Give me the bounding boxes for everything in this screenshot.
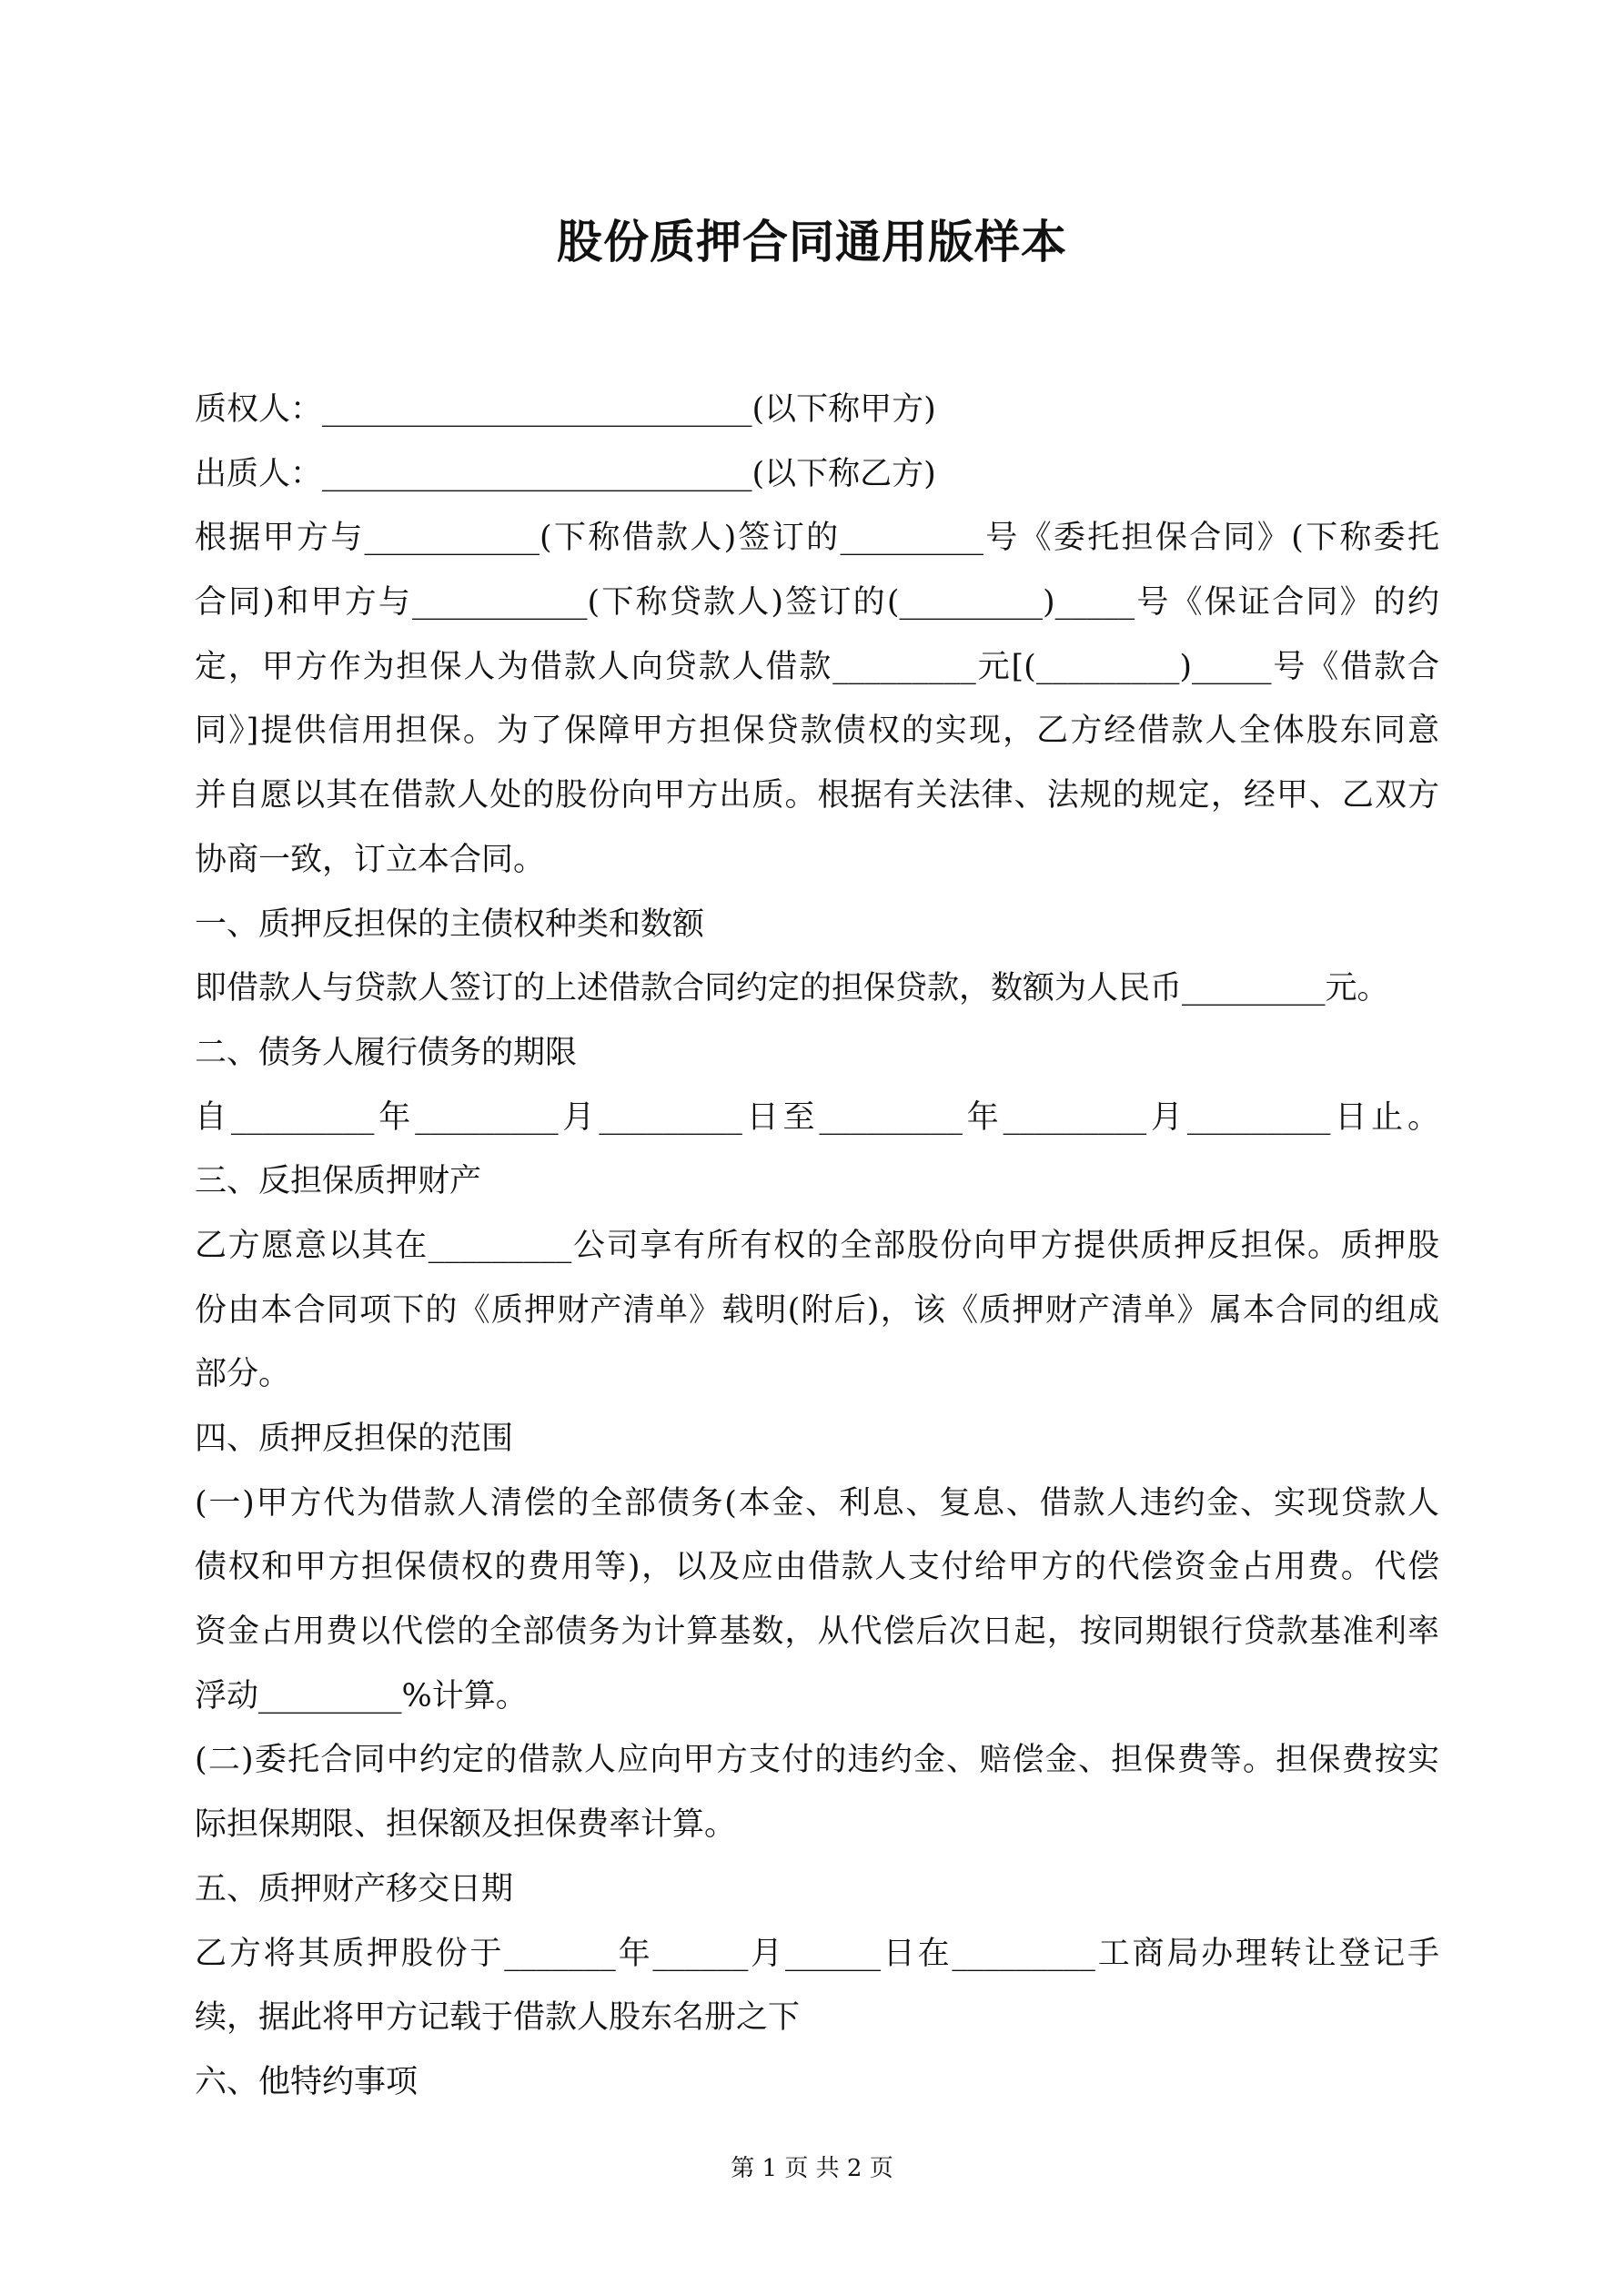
paragraph-line: 协商一致，订立本合同。 — [195, 841, 546, 878]
paragraph-line: 根据甲方与___________(下称借款人)签订的_________号《委托担保合同》(下称委托 — [195, 520, 1439, 557]
paragraph-line: 自_________年_________月_________日至_________年_________月_________日止。 — [195, 1098, 1439, 1136]
paragraph-line: 债权和甲方担保债权的费用等)，以及应由借款人支付给甲方的代偿资金占用费。代偿 — [195, 1549, 1439, 1586]
contract-body — [195, 378, 1439, 2115]
paragraph-line: 续，据此将甲方记载于借款人股东名册之下 — [195, 1999, 801, 2037]
paragraph-line: 际担保期限、担保额及担保费率计算。 — [195, 1806, 737, 1844]
document-title: 股份质押合同通用版样本 — [557, 215, 1067, 268]
section-heading: 四、质押反担保的范围 — [195, 1421, 514, 1457]
paragraph-line: (一)甲方代为借款人清偿的全部债务(本金、利息、复息、借款人违约金、实现贷款人 — [195, 1484, 1439, 1522]
paragraph-line: 乙方愿意以其在_________公司享有所有权的全部股份向甲方提供质押反担保。质押股 — [195, 1227, 1439, 1264]
section-heading: 一、质押反担保的主债权种类和数额 — [195, 905, 705, 943]
paragraph-line: 合同)和甲方与___________(下称贷款人)签订的(_________)_____号《保证合同》的约 — [195, 584, 1439, 622]
section-heading: 三、反担保质押财产 — [195, 1163, 482, 1200]
section-heading: 二、债务人履行债务的期限 — [195, 1034, 578, 1071]
paragraph-line: 份由本合同项下的《质押财产清单》载明(附后)，该《质押财产清单》属本合同的组成 — [195, 1291, 1439, 1329]
paragraph-line: 即借款人与贷款人签订的上述借款合同约定的担保贷款，数额为人民币_________元。 — [195, 970, 1389, 1007]
paragraph-line: 定，甲方作为担保人为借款人向贷款人借款_________元[(_________)_____号《借款合 — [195, 648, 1439, 685]
paragraph-line: 乙方将其质押股份于_______年______月______日在_________工商局办理转让登记手 — [195, 1935, 1439, 1972]
pledgee-line: 质权人：___________________________(以下称甲方) — [195, 391, 936, 428]
paragraph-line: 浮动_________%计算。 — [195, 1677, 528, 1714]
paragraph-line: 资金占用费以代偿的全部债务为计算基数，从代偿后次日起，按同期银行贷款基准利率 — [195, 1613, 1439, 1651]
paragraph-line: (二)委托合同中约定的借款人应向甲方支付的违约金、赔偿金、担保费等。担保费按实 — [195, 1742, 1439, 1779]
paragraph-line: 同》]提供信用担保。为了保障甲方担保贷款债权的实现，乙方经借款人全体股东同意 — [195, 713, 1439, 750]
section-heading: 五、质押财产移交日期 — [195, 1870, 514, 1907]
page-number: 第 1 页 共 2 页 — [731, 2155, 893, 2182]
section-heading: 六、他特约事项 — [195, 2063, 419, 2100]
pledgor-line: 出质人：___________________________(以下称乙方) — [195, 455, 936, 492]
paragraph-line: 部分。 — [195, 1356, 291, 1393]
paragraph-line: 并自愿以其在借款人处的股份向甲方出质。根据有关法律、法规的规定，经甲、乙双方 — [195, 777, 1439, 814]
